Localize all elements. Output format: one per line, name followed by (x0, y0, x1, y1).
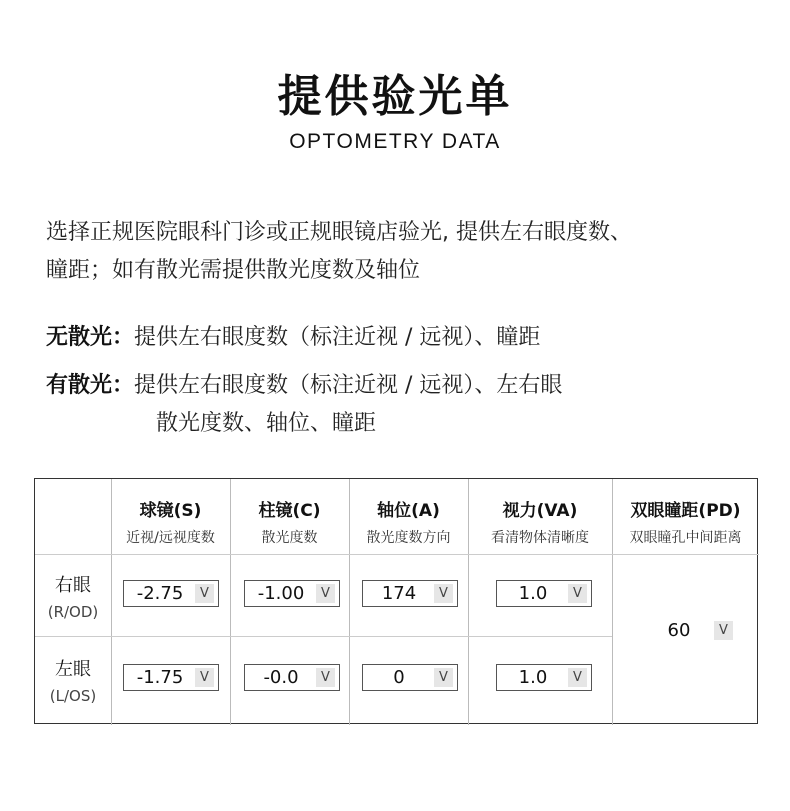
header-cylinder (230, 479, 349, 554)
prescription-table (34, 478, 758, 724)
left-va-select[interactable] (496, 664, 592, 691)
requirement-has-astigmatism (46, 366, 562, 406)
requirement-no-astigmatism (46, 318, 540, 358)
grid-divider (35, 554, 759, 555)
right-eye-code: (R/OD) (47, 603, 99, 621)
grid-divider (230, 479, 231, 725)
header-pd-title: 双眼瞳距(PD) (630, 501, 741, 521)
header-sphere-title: 球镜(S) (139, 501, 202, 521)
chevron-down-icon[interactable]: V (714, 621, 733, 640)
left-cylinder-value: -0.0 (263, 667, 299, 688)
chevron-down-icon[interactable]: V (434, 668, 453, 687)
grid-divider (35, 636, 612, 637)
chevron-down-icon[interactable]: V (434, 584, 453, 603)
page-subtitle: OPTOMETRY DATA (289, 130, 501, 153)
right-va-value: 1.0 (518, 583, 548, 604)
left-va-value: 1.0 (518, 667, 548, 688)
grid-divider (612, 479, 613, 725)
pd-value: 60 (667, 620, 691, 641)
chevron-down-icon[interactable]: V (568, 584, 587, 603)
intro-line-2: 瞳距；如有散光需提供散光度数及轴位 (46, 258, 421, 283)
requirement-no-astigmatism-label: 无散光： (46, 325, 135, 350)
requirement-has-astigmatism-label: 有散光： (46, 373, 135, 398)
right-eye-name: 右眼 (55, 575, 91, 596)
header-visual-acuity (468, 479, 612, 554)
header-cylinder-sub: 散光度数 (261, 530, 318, 546)
right-cylinder-value: -1.00 (257, 583, 305, 604)
page-title: 提供验光单 (277, 71, 513, 122)
header-axis (349, 479, 468, 554)
right-eye-label (35, 571, 111, 621)
left-eye-label (35, 655, 111, 705)
right-axis-value: 174 (381, 583, 417, 604)
left-sphere-select[interactable] (123, 664, 219, 691)
requirement-has-astigmatism-text: 提供左右眼度数（标注近视 / 远视）、左右眼 (134, 373, 563, 398)
header-va-sub: 看清物体清晰度 (491, 530, 589, 546)
chevron-down-icon[interactable]: V (316, 584, 335, 603)
header-cylinder-title: 柱镜(C) (258, 501, 321, 521)
right-sphere-select[interactable] (123, 580, 219, 607)
header-va-title: 视力(VA) (502, 501, 578, 521)
right-cylinder-select[interactable] (244, 580, 340, 607)
header-sphere (111, 479, 230, 554)
header-axis-sub: 散光度数方向 (366, 530, 451, 546)
intro-line-1: 选择正规医院眼科门诊或正规眼镜店验光, 提供左右眼度数、 (46, 220, 632, 245)
right-axis-select[interactable] (362, 580, 458, 607)
pd-select[interactable] (649, 618, 749, 645)
right-sphere-value: -2.75 (136, 583, 184, 604)
header-pd-sub: 双眼瞳孔中间距离 (629, 530, 742, 546)
left-cylinder-select[interactable] (244, 664, 340, 691)
header-axis-title: 轴位(A) (377, 501, 440, 521)
left-axis-value: 0 (393, 667, 405, 688)
left-sphere-value: -1.75 (136, 667, 184, 688)
left-eye-code: (L/OS) (49, 687, 97, 705)
grid-divider (468, 479, 469, 725)
chevron-down-icon[interactable]: V (316, 668, 335, 687)
intro-paragraph (46, 214, 766, 290)
chevron-down-icon[interactable]: V (568, 668, 587, 687)
header-pupillary-distance (612, 479, 759, 554)
grid-divider (111, 479, 112, 725)
left-eye-name: 左眼 (55, 659, 91, 680)
right-va-select[interactable] (496, 580, 592, 607)
chevron-down-icon[interactable]: V (195, 668, 214, 687)
header-sphere-sub: 近视/远视度数 (126, 530, 215, 546)
chevron-down-icon[interactable]: V (195, 584, 214, 603)
requirement-has-astigmatism-continued: 散光度数、轴位、瞳距 (156, 411, 377, 436)
requirement-no-astigmatism-text: 提供左右眼度数（标注近视 / 远视）、瞳距 (134, 325, 541, 350)
header-blank-cell (35, 479, 111, 554)
left-axis-select[interactable] (362, 664, 458, 691)
grid-divider (349, 479, 350, 725)
